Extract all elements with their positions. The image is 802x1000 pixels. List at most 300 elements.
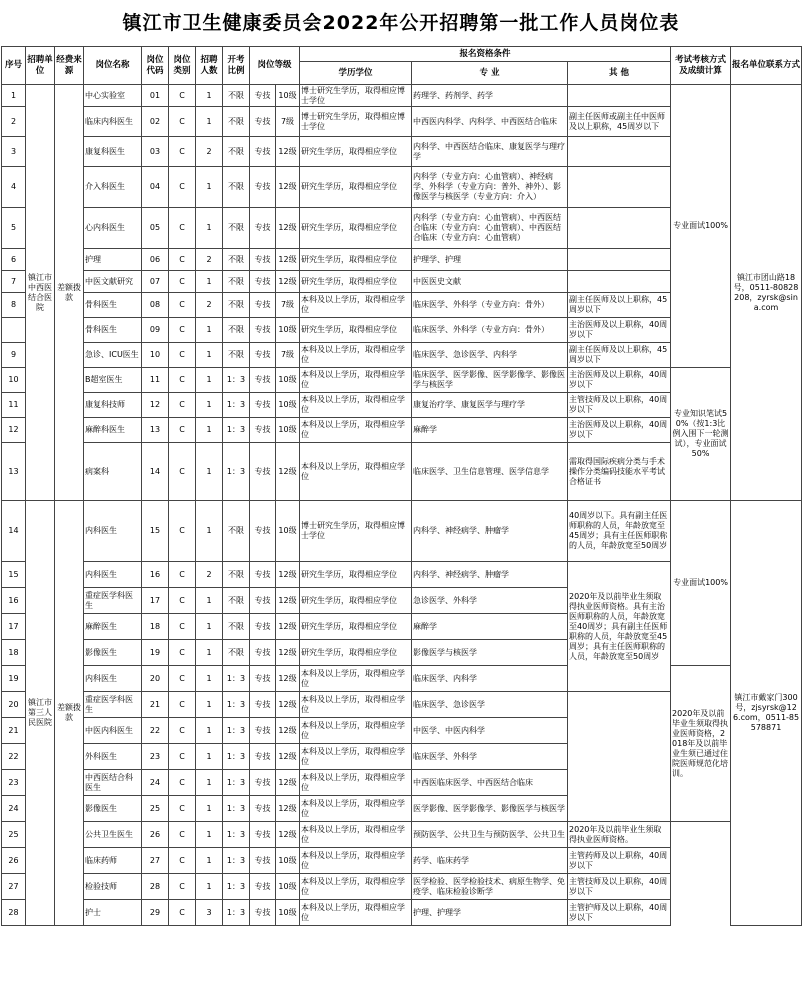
post-grade: 12级 (276, 249, 300, 271)
post-name: 急诊、ICU医生 (84, 343, 142, 368)
post-category: 专技 (250, 848, 276, 874)
exam-ratio: 1：3 (223, 666, 250, 692)
contact-info: 镇江市团山路18号，0511-80828208，zyrsk@sina.com (731, 85, 802, 501)
hire-count: 1 (196, 588, 223, 614)
post-category: 专技 (250, 562, 276, 588)
major-requirement: 护理学、护理 (412, 249, 568, 271)
post-code: 09 (142, 318, 169, 343)
post-code: 19 (142, 640, 169, 666)
post-category: 专技 (250, 692, 276, 718)
post-type: C (169, 588, 196, 614)
row-seq: 21 (2, 718, 26, 744)
hire-count: 1 (196, 692, 223, 718)
major-requirement: 中西医临床医学、中西医结合临床 (412, 770, 568, 796)
exam-ratio: 1：3 (223, 874, 250, 900)
exam-ratio: 1：3 (223, 718, 250, 744)
other-requirement: 2020年及以前毕业生须取得执业医师资格，2018年及以前毕业生须已通过住院医师规范化培训。 (671, 666, 731, 822)
education-requirement: 本科及以上学历，取得相应学位 (300, 368, 412, 393)
post-code: 29 (142, 900, 169, 926)
post-category: 专技 (250, 343, 276, 368)
post-category: 专技 (250, 167, 276, 208)
post-code: 20 (142, 666, 169, 692)
post-code: 28 (142, 874, 169, 900)
post-category: 专技 (250, 744, 276, 770)
row-seq: 27 (2, 874, 26, 900)
header-post-type: 岗位类别 (169, 47, 196, 85)
post-type: C (169, 640, 196, 666)
table-row (2, 848, 802, 874)
row-seq: 5 (2, 208, 26, 249)
exam-ratio: 1：3 (223, 443, 250, 501)
other-requirement: 主治医师及以上职称，40周岁以下 (568, 418, 671, 443)
post-type: C (169, 718, 196, 744)
post-name: 骨科医生 (84, 293, 142, 318)
row-seq: 25 (2, 822, 26, 848)
other-requirement: 主治医师及以上职称，40周岁以下 (568, 368, 671, 393)
post-grade: 12级 (276, 744, 300, 770)
post-grade: 12级 (276, 770, 300, 796)
post-type: C (169, 614, 196, 640)
row-seq: 6 (2, 249, 26, 271)
post-name: 重症医学科医生 (84, 692, 142, 718)
post-category: 专技 (250, 718, 276, 744)
post-name: 康复科医生 (84, 137, 142, 167)
row-seq: 28 (2, 900, 26, 926)
exam-ratio: 不限 (223, 208, 250, 249)
post-category: 专技 (250, 874, 276, 900)
other-requirement (568, 271, 671, 293)
hire-count: 1 (196, 770, 223, 796)
other-requirement: 主管技师及以上职称，40周岁以下 (568, 874, 671, 900)
header-unit: 招聘单位 (26, 47, 55, 85)
major-requirement: 临床医学、外科学（专业方向：骨外） (412, 318, 568, 343)
hire-count: 3 (196, 900, 223, 926)
education-requirement: 本科及以上学历，取得相应学位 (300, 393, 412, 418)
hire-count: 1 (196, 640, 223, 666)
table-row (2, 368, 802, 393)
education-requirement: 本科及以上学历，取得相应学位 (300, 692, 412, 718)
post-type: C (169, 137, 196, 167)
major-requirement: 药理学、药剂学、药学 (412, 85, 568, 107)
education-requirement: 研究生学历，取得相应学位 (300, 588, 412, 614)
other-requirement: 2020年及以前毕业生须取得执业医师资格。 (568, 822, 671, 848)
hire-count: 1 (196, 874, 223, 900)
row-seq: 8 (2, 293, 26, 318)
post-name: 护理 (84, 249, 142, 271)
exam-ratio: 不限 (223, 614, 250, 640)
post-category: 专技 (250, 640, 276, 666)
post-grade: 12级 (276, 692, 300, 718)
other-requirement (568, 249, 671, 271)
major-requirement: 康复治疗学、康复医学与理疗学 (412, 393, 568, 418)
exam-ratio: 不限 (223, 249, 250, 271)
row-seq: 20 (2, 692, 26, 718)
table-row (2, 900, 802, 926)
education-requirement: 本科及以上学历，取得相应学位 (300, 343, 412, 368)
education-requirement: 博士研究生学历，取得相应博士学位 (300, 85, 412, 107)
exam-ratio: 1：3 (223, 744, 250, 770)
hire-count: 1 (196, 443, 223, 501)
header-education: 学历学位 (300, 62, 412, 85)
exam-ratio: 不限 (223, 167, 250, 208)
major-requirement: 临床医学、急诊医学、内科学 (412, 343, 568, 368)
education-requirement: 本科及以上学历，取得相应学位 (300, 418, 412, 443)
major-requirement: 中西医内科学、内科学、中西医结合临床 (412, 107, 568, 137)
post-type: C (169, 443, 196, 501)
contact-info: 镇江市戴家门300号，zjsyrsk@126.com，0511-85578871 (731, 501, 802, 926)
other-requirement (568, 167, 671, 208)
post-code: 18 (142, 614, 169, 640)
post-code: 14 (142, 443, 169, 501)
hire-count: 1 (196, 796, 223, 822)
post-type: C (169, 208, 196, 249)
hire-count: 1 (196, 744, 223, 770)
education-requirement: 本科及以上学历，取得相应学位 (300, 822, 412, 848)
post-category: 专技 (250, 249, 276, 271)
post-category: 专技 (250, 501, 276, 562)
other-requirement (568, 208, 671, 249)
post-category: 专技 (250, 614, 276, 640)
post-name: 外科医生 (84, 744, 142, 770)
post-type: C (169, 562, 196, 588)
major-requirement: 急诊医学、外科学 (412, 588, 568, 614)
post-code: 24 (142, 770, 169, 796)
post-name: B超室医生 (84, 368, 142, 393)
post-name: 麻醉科医生 (84, 418, 142, 443)
post-grade: 7级 (276, 343, 300, 368)
exam-ratio: 1：3 (223, 900, 250, 926)
post-name: 中心实验室 (84, 85, 142, 107)
major-requirement: 内科学、中西医结合临床、康复医学与理疗学 (412, 137, 568, 167)
post-type: C (169, 501, 196, 562)
post-type: C (169, 666, 196, 692)
header-contact: 报名单位联系方式 (731, 47, 802, 85)
education-requirement: 研究生学历，取得相应学位 (300, 614, 412, 640)
post-grade: 10级 (276, 368, 300, 393)
unit-name: 镇江市第三人民医院 (26, 501, 55, 926)
post-category: 专技 (250, 588, 276, 614)
post-grade: 10级 (276, 418, 300, 443)
post-grade: 12级 (276, 167, 300, 208)
post-name: 临床药师 (84, 848, 142, 874)
post-category: 专技 (250, 443, 276, 501)
row-seq: 7 (2, 271, 26, 293)
education-requirement: 博士研究生学历，取得相应博士学位 (300, 501, 412, 562)
post-grade: 7级 (276, 293, 300, 318)
row-seq: 16 (2, 588, 26, 614)
post-type: C (169, 343, 196, 368)
major-requirement: 中医学、中医内科学 (412, 718, 568, 744)
education-requirement: 研究生学历，取得相应学位 (300, 562, 412, 588)
education-requirement: 博士研究生学历，取得相应博士学位 (300, 107, 412, 137)
major-requirement: 药学、临床药学 (412, 848, 568, 874)
exam-method: 专业面试100% (671, 501, 731, 666)
major-requirement: 临床医学、医学影像、医学影像学、影像医学与核医学 (412, 368, 568, 393)
row-seq: 18 (2, 640, 26, 666)
education-requirement: 本科及以上学历，取得相应学位 (300, 293, 412, 318)
row-seq: 12 (2, 418, 26, 443)
post-name: 内科医生 (84, 501, 142, 562)
major-requirement: 内科学、神经病学、肿瘤学 (412, 562, 568, 588)
post-category: 专技 (250, 796, 276, 822)
post-name: 重症医学科医生 (84, 588, 142, 614)
header-post-name: 岗位名称 (84, 47, 142, 85)
table-row (2, 85, 802, 107)
major-requirement: 中医医史文献 (412, 271, 568, 293)
other-requirement (568, 85, 671, 107)
post-type: C (169, 744, 196, 770)
education-requirement: 研究生学历，取得相应学位 (300, 167, 412, 208)
table-row (2, 501, 802, 562)
post-grade: 12级 (276, 443, 300, 501)
row-seq: 9 (2, 343, 26, 368)
other-requirement: 主管药师及以上职称，40周岁以下 (568, 848, 671, 874)
post-type: C (169, 874, 196, 900)
post-grade: 12级 (276, 666, 300, 692)
exam-ratio: 1：3 (223, 796, 250, 822)
education-requirement: 本科及以上学历，取得相应学位 (300, 848, 412, 874)
exam-ratio: 不限 (223, 318, 250, 343)
post-name: 病案科 (84, 443, 142, 501)
other-requirement: 主治医师及以上职称，40周岁以下 (568, 318, 671, 343)
other-requirement: 40周岁以下。具有副主任医师职称的人员，年龄放宽至45周岁；具有主任医师职称的人员，年龄放宽至50周岁 (568, 501, 671, 562)
post-grade: 12级 (276, 640, 300, 666)
education-requirement: 本科及以上学历，取得相应学位 (300, 666, 412, 692)
post-category: 专技 (250, 770, 276, 796)
funding-source: 差额拨款 (55, 501, 84, 926)
hire-count: 1 (196, 318, 223, 343)
post-name: 影像医生 (84, 796, 142, 822)
major-requirement: 医学检验、医学检验技术、病原生物学、免疫学、临床检验诊断学 (412, 874, 568, 900)
post-type: C (169, 85, 196, 107)
major-requirement: 内科学（专业方向：心血管病）、中西医结合临床（专业方向：心血管病）、中西医结合临床（专业方向：心血管病） (412, 208, 568, 249)
exam-ratio: 1：3 (223, 692, 250, 718)
exam-ratio: 1：3 (223, 848, 250, 874)
post-category: 专技 (250, 271, 276, 293)
education-requirement: 本科及以上学历，取得相应学位 (300, 900, 412, 926)
post-name: 临床内科医生 (84, 107, 142, 137)
post-name: 心内科医生 (84, 208, 142, 249)
hire-count: 2 (196, 249, 223, 271)
education-requirement: 研究生学历，取得相应学位 (300, 640, 412, 666)
hire-count: 1 (196, 718, 223, 744)
row-seq: 17 (2, 614, 26, 640)
post-category: 专技 (250, 666, 276, 692)
major-requirement: 临床医学、外科学 (412, 744, 568, 770)
header-level: 岗位等级 (250, 47, 300, 85)
post-name: 麻醉医生 (84, 614, 142, 640)
education-requirement: 本科及以上学历，取得相应学位 (300, 443, 412, 501)
major-requirement: 临床医学、急诊医学 (412, 692, 568, 718)
major-requirement: 护理、护理学 (412, 900, 568, 926)
post-name: 护士 (84, 900, 142, 926)
hire-count: 2 (196, 293, 223, 318)
row-seq: 2 (2, 107, 26, 137)
post-name: 中医文献研究 (84, 271, 142, 293)
header-other: 其 他 (568, 62, 671, 85)
positions-table (1, 46, 802, 926)
exam-ratio: 不限 (223, 640, 250, 666)
unit-name: 镇江市中西医结合医院 (26, 85, 55, 501)
education-requirement: 研究生学历，取得相应学位 (300, 249, 412, 271)
post-code: 10 (142, 343, 169, 368)
post-grade: 12级 (276, 562, 300, 588)
other-requirement (568, 137, 671, 167)
post-grade: 10级 (276, 501, 300, 562)
post-code: 25 (142, 796, 169, 822)
post-code: 02 (142, 107, 169, 137)
header-major: 专 业 (412, 62, 568, 85)
post-code: 12 (142, 393, 169, 418)
row-seq: 24 (2, 796, 26, 822)
exam-ratio: 不限 (223, 588, 250, 614)
hire-count: 1 (196, 822, 223, 848)
post-type: C (169, 318, 196, 343)
header-funding: 经费来源 (55, 47, 84, 85)
post-code: 26 (142, 822, 169, 848)
row-seq: 10 (2, 368, 26, 393)
row-seq: 3 (2, 137, 26, 167)
post-type: C (169, 822, 196, 848)
hire-count: 1 (196, 343, 223, 368)
post-type: C (169, 848, 196, 874)
other-requirement: 副主任医师或副主任中医师及以上职称，45周岁以下 (568, 107, 671, 137)
row-seq: 26 (2, 848, 26, 874)
post-grade: 10级 (276, 85, 300, 107)
post-name: 内科医生 (84, 666, 142, 692)
row-seq: 4 (2, 167, 26, 208)
post-type: C (169, 368, 196, 393)
hire-count: 1 (196, 368, 223, 393)
row-seq: 23 (2, 770, 26, 796)
post-code: 07 (142, 271, 169, 293)
post-category: 专技 (250, 208, 276, 249)
post-grade: 12级 (276, 718, 300, 744)
other-requirement: 副主任医师及以上职称，45周岁以下 (568, 343, 671, 368)
post-name: 中医内科医生 (84, 718, 142, 744)
post-grade: 12级 (276, 271, 300, 293)
post-category: 专技 (250, 85, 276, 107)
major-requirement: 临床医学、卫生信息管理、医学信息学 (412, 443, 568, 501)
major-requirement: 麻醉学 (412, 614, 568, 640)
post-code: 05 (142, 208, 169, 249)
major-requirement: 预防医学、公共卫生与预防医学、公共卫生 (412, 822, 568, 848)
major-requirement: 麻醉学 (412, 418, 568, 443)
education-requirement: 研究生学历，取得相应学位 (300, 208, 412, 249)
post-category: 专技 (250, 900, 276, 926)
post-code: 23 (142, 744, 169, 770)
post-code: 03 (142, 137, 169, 167)
post-grade: 10级 (276, 900, 300, 926)
hire-count: 1 (196, 271, 223, 293)
post-category: 专技 (250, 318, 276, 343)
post-grade: 7级 (276, 107, 300, 137)
major-requirement: 影像医学与核医学 (412, 640, 568, 666)
education-requirement: 本科及以上学历，取得相应学位 (300, 770, 412, 796)
row-seq: 15 (2, 562, 26, 588)
other-requirement: 副主任医师及以上职称，45周岁以下 (568, 293, 671, 318)
exam-ratio: 不限 (223, 293, 250, 318)
post-name: 康复科技师 (84, 393, 142, 418)
major-requirement: 医学影像、医学影像学、影像医学与核医学 (412, 796, 568, 822)
education-requirement: 研究生学历，取得相应学位 (300, 137, 412, 167)
hire-count: 2 (196, 562, 223, 588)
exam-ratio: 不限 (223, 85, 250, 107)
hire-count: 1 (196, 848, 223, 874)
post-code: 21 (142, 692, 169, 718)
post-type: C (169, 167, 196, 208)
hire-count: 1 (196, 418, 223, 443)
post-code: 13 (142, 418, 169, 443)
post-code: 17 (142, 588, 169, 614)
other-requirement: 主管技师及以上职称，40周岁以下 (568, 393, 671, 418)
post-name: 检验技师 (84, 874, 142, 900)
post-code: 06 (142, 249, 169, 271)
post-code: 01 (142, 85, 169, 107)
exam-ratio: 1：3 (223, 393, 250, 418)
education-requirement: 本科及以上学历，取得相应学位 (300, 718, 412, 744)
education-requirement: 研究生学历，取得相应学位 (300, 271, 412, 293)
funding-source: 差额拨款 (55, 85, 84, 501)
exam-ratio: 不限 (223, 562, 250, 588)
post-code: 04 (142, 167, 169, 208)
hire-count: 1 (196, 208, 223, 249)
post-code: 08 (142, 293, 169, 318)
post-grade: 10级 (276, 874, 300, 900)
hire-count: 1 (196, 614, 223, 640)
post-type: C (169, 271, 196, 293)
major-requirement: 内科学、神经病学、肿瘤学 (412, 501, 568, 562)
post-type: C (169, 900, 196, 926)
page-title: 镇江市卫生健康委员会2022年公开招聘第一批工作人员岗位表 (122, 12, 680, 34)
hire-count: 2 (196, 137, 223, 167)
post-grade: 12级 (276, 614, 300, 640)
header-conditions: 报名资格条件 (300, 47, 671, 62)
post-code: 11 (142, 368, 169, 393)
other-requirement: 2020年及以前毕业生须取得执业医师资格。具有主治医师职称的人员，年龄放宽至40周岁；具有副主任医师职称的人员，年龄放宽至45周岁；具有主任医师职称的人员，年龄放宽至50周岁 (568, 562, 671, 692)
exam-ratio: 不限 (223, 271, 250, 293)
row-seq: 19 (2, 666, 26, 692)
table-row (2, 874, 802, 900)
header-ratio: 开考比例 (223, 47, 250, 85)
post-category: 专技 (250, 368, 276, 393)
table-body (2, 85, 802, 926)
post-name: 公共卫生医生 (84, 822, 142, 848)
post-category: 专技 (250, 293, 276, 318)
row-seq: 22 (2, 744, 26, 770)
exam-ratio: 不限 (223, 107, 250, 137)
hire-count: 1 (196, 167, 223, 208)
exam-ratio: 1：3 (223, 368, 250, 393)
other-requirement: 需取得国际疾病分类与手术操作分类编码技能水平考试合格证书 (568, 443, 671, 501)
exam-method: 专业知识笔试50%（按1:3比例入围下一轮测试），专业面试50% (671, 368, 731, 501)
post-name: 骨科医生 (84, 318, 142, 343)
exam-method: 专业面试100% (671, 85, 731, 368)
header-exam: 考试考核方式及成绩计算 (671, 47, 731, 85)
post-category: 专技 (250, 393, 276, 418)
table-row (2, 666, 802, 692)
post-grade: 10级 (276, 848, 300, 874)
post-grade: 10级 (276, 318, 300, 343)
exam-ratio: 不限 (223, 343, 250, 368)
post-type: C (169, 393, 196, 418)
post-code: 22 (142, 718, 169, 744)
post-grade: 12级 (276, 822, 300, 848)
row-seq (2, 318, 26, 343)
post-type: C (169, 107, 196, 137)
table-row (2, 822, 802, 848)
hire-count: 1 (196, 393, 223, 418)
